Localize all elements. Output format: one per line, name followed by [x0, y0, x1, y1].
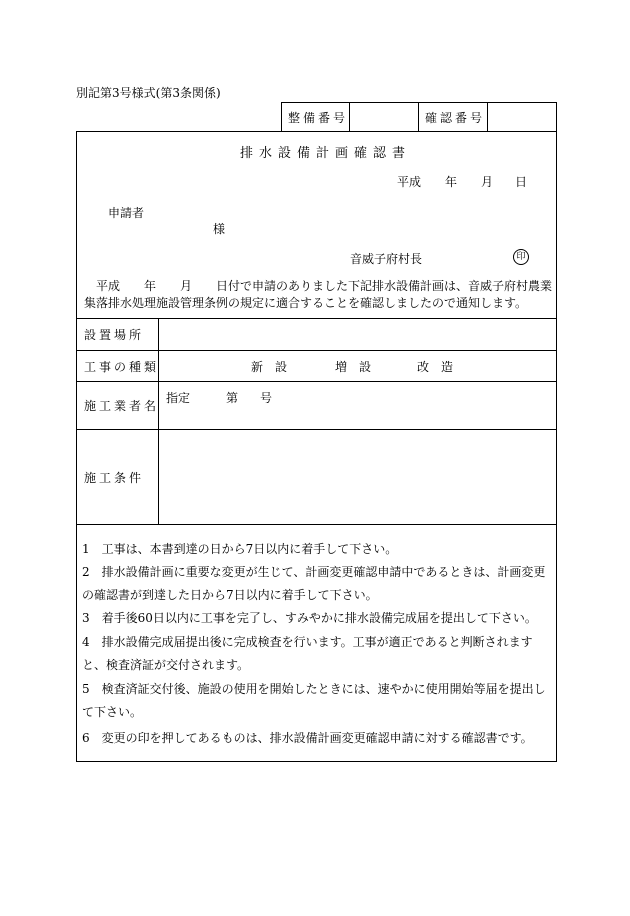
issuer-name: 音威子府村長	[350, 252, 423, 266]
note-item: 3 着手後60日以内に工事を完了し、すみやかに排水設備完成届を提出して下さい。	[82, 611, 537, 625]
work-type-option-new[interactable]: 新 設	[251, 360, 288, 374]
form-label: 別記第3号様式(第3条関係)	[76, 86, 221, 100]
date-day: 日	[515, 175, 528, 189]
contractor-number-suffix: 号	[260, 391, 273, 405]
work-type-option-remodel[interactable]: 改 造	[417, 360, 454, 374]
contractor-number-label: 第	[226, 391, 239, 405]
contractor-designation-prefix: 指定	[166, 391, 191, 405]
date-era: 平成	[397, 175, 422, 189]
row-divider	[76, 429, 557, 430]
note-item: 4 排水設備完成届提出後に完成検査を行います。工事が適正であると判断されますと、検査済証が交付されます。	[82, 635, 533, 672]
work-type-option-extension[interactable]: 増 設	[335, 360, 372, 374]
contractor-label: 施工業者名	[84, 399, 160, 413]
note-item: 1 工事は、本書到達の日から7日以内に着手して下さい。	[82, 542, 398, 556]
conditions-label: 施工条件	[84, 471, 145, 485]
divider	[487, 102, 488, 132]
row-divider	[76, 350, 557, 351]
applicant-label: 申請者	[108, 206, 145, 220]
document-title: 排水設備計画確認書	[240, 146, 412, 161]
seibi-number-label: 整備番号	[288, 111, 349, 125]
applicant-honorific: 様	[213, 222, 226, 236]
location-label: 設置場所	[84, 328, 145, 342]
note-item: 2 排水設備計画に重要な変更が生じて、計画変更確認申請中であるときは、計画変更の確認書が到達した日から7日以内に着手して下さい。	[82, 565, 546, 602]
column-divider	[158, 318, 159, 524]
row-divider	[76, 318, 557, 319]
row-divider	[76, 524, 557, 525]
date-year: 年	[445, 175, 458, 189]
row-divider	[76, 381, 557, 382]
notice-paragraph: 平成 年 月 日付で申請のありました下記排水設備計画は、音威子府村農業集落排水処理施設管理条例の規定に適合することを確認しましたので通知します。	[84, 279, 553, 310]
divider	[418, 102, 419, 132]
divider	[349, 102, 350, 132]
note-item: 6 変更の印を押してあるものは、排水設備計画変更確認申請に対する確認書です。	[82, 731, 533, 745]
date-month: 月	[481, 175, 494, 189]
kakunin-number-label: 確認番号	[425, 111, 486, 125]
note-item: 5 検査済証交付後、施設の使用を開始したときには、速やかに使用開始等届を提出して下さい。	[82, 682, 546, 719]
seal-mark: 印	[513, 249, 529, 265]
work-type-label: 工事の種類	[84, 360, 160, 374]
